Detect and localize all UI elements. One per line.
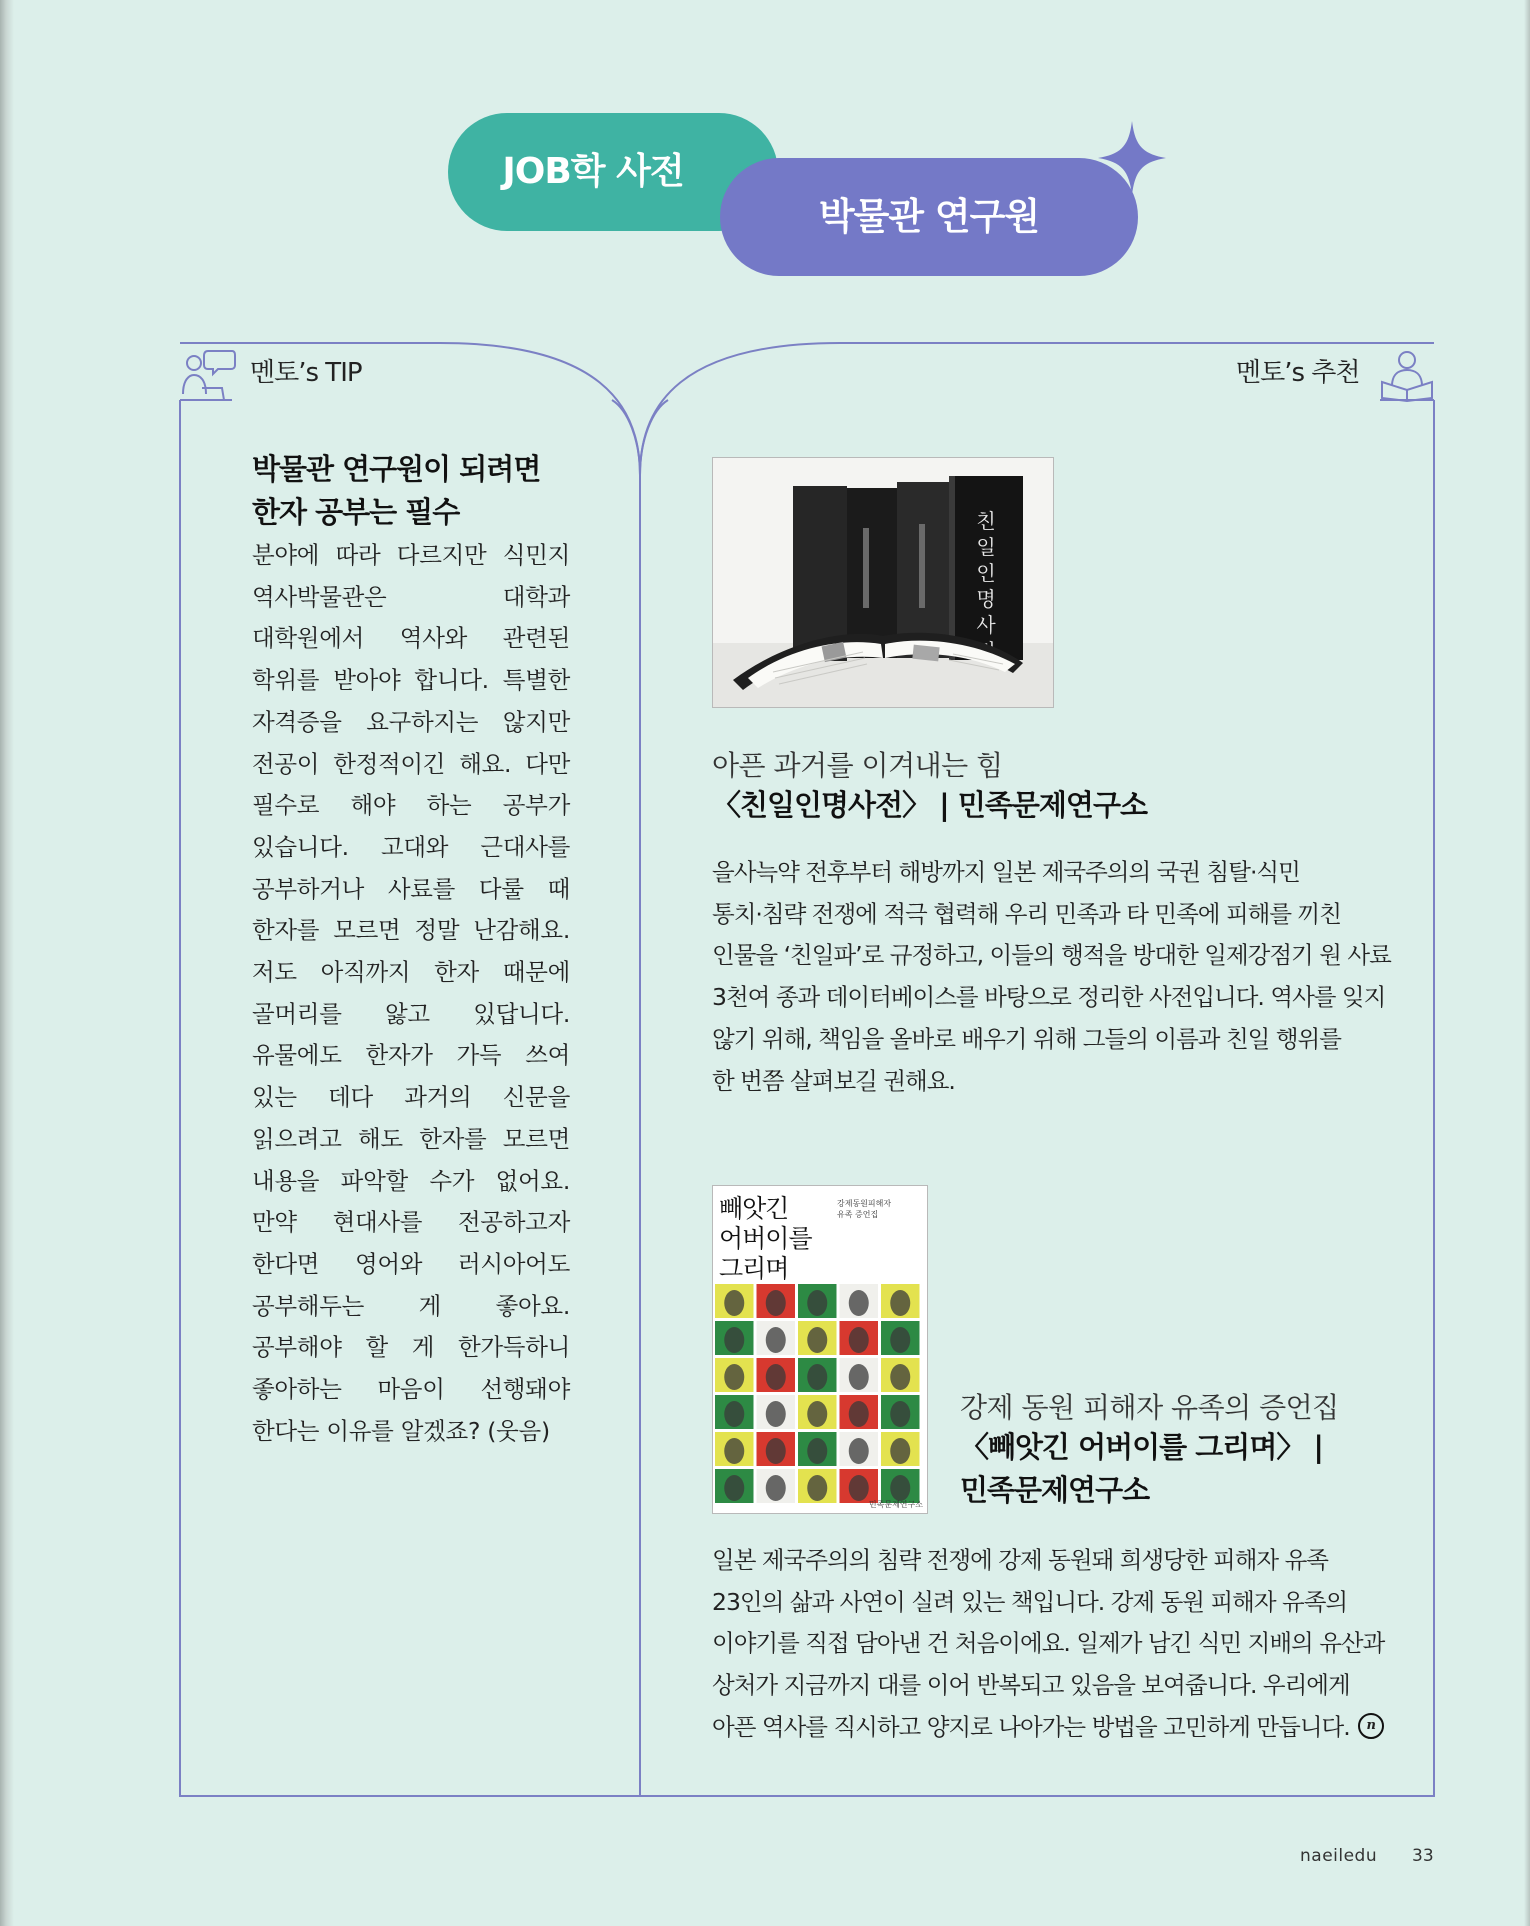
- book2-cover-title-line: 어버이를: [719, 1224, 812, 1253]
- book1-spine-char-5: 사: [976, 613, 996, 637]
- portrait-face: [849, 1327, 869, 1353]
- dictionary-books-illustration: [713, 458, 1053, 707]
- sparkle-icon: [1098, 121, 1166, 195]
- portrait-face: [807, 1475, 827, 1501]
- page-right-edge: [1524, 0, 1530, 1926]
- tip-body: 분야에 따라 다르지만 식민지 역사박물관은 대학과 대학원에서 역사와 관련된 학위를 받아야 합니다. 특별한 자격증을 요구하지는 않지만 전공이 한정적이긴 해요. 다만 필수로 해야 하는 공부가 있습니다. 고대와 근대사를 공부하거나 사료를 다룰 때 한자를 모르면 정말 난감해요. 저도 아직까지 한자 때문에 골머리를 앓고 있답니다. 유물에도 한자가 가득 쓰여 있는 데다 과거의 신문을 읽으려고 해도 한자를 모르면 내용을 파악할 수가 없어요. 만약 현대사를 전공하고자 한다면 영어와 러시아어도 공부해두는 게 좋아요. 공부해야 할 게 한가득하니 좋아하는 마음이 선행돼야 한다는 이유를 알겠죠? (웃음): [252, 541, 570, 1445]
- book2-cover-subtext-line: 강제동원피해자: [837, 1199, 892, 1208]
- portrait-face: [849, 1475, 869, 1501]
- portrait-face: [849, 1290, 869, 1316]
- book2-title: [960, 1426, 1380, 1512]
- reading-person-icon: [1378, 348, 1436, 402]
- portrait-face: [849, 1401, 869, 1427]
- portrait-face: [724, 1401, 744, 1427]
- tip-heading: [252, 448, 612, 534]
- portrait-face: [766, 1290, 786, 1316]
- portrait-face: [724, 1327, 744, 1353]
- page-number: 33: [1412, 1846, 1434, 1866]
- portrait-face: [724, 1364, 744, 1390]
- portrait-face: [724, 1290, 744, 1316]
- book2-cover-publisher: 민족문제연구소: [868, 1500, 923, 1509]
- book2-title-line1: 〈빼앗긴 어버이를 그리며〉 |: [960, 1430, 1324, 1464]
- book1-spine-char-1: 친: [976, 509, 996, 533]
- title-pill: [720, 158, 1138, 276]
- book1-desc-line: 3천여 종과 데이터베이스를 바탕으로 정리한 사전입니다. 역사를 잊지: [712, 983, 1386, 1012]
- page-binding-edge: [0, 0, 14, 1926]
- book2-cover-title-line: 그리며: [719, 1254, 789, 1283]
- portrait-grid-illustration: [713, 1186, 927, 1513]
- book2-desc-line: 상처가 지금까지 대를 이어 반복되고 있음을 보여줍니다. 우리에게: [712, 1671, 1350, 1700]
- portrait-face: [766, 1364, 786, 1390]
- book1-photo: [712, 457, 1054, 708]
- book1-desc-line: 인물을 ‘친일파’로 규정하고, 이들의 행적을 방대한 일제강점기 원 사료: [712, 941, 1391, 970]
- portrait-face: [724, 1438, 744, 1464]
- book1-desc-line: 통치·침략 전쟁에 적극 협력해 우리 민족과 타 민족에 피해를 끼친: [712, 899, 1341, 928]
- portrait-face: [807, 1401, 827, 1427]
- tip-heading-line2: 한자 공부는 필수: [252, 495, 460, 529]
- mentor-recommend-label: 멘토’s 추천: [1236, 358, 1360, 388]
- mentor-tip-label: 멘토’s TIP: [250, 358, 362, 388]
- book1-subtitle: 아픈 과거를 이겨내는 힘: [712, 749, 1003, 782]
- portrait-face: [849, 1364, 869, 1390]
- book2-desc-last-text: 아픈 역사를 직시하고 양지로 나아가는 방법을 고민하게 만듭니다.: [712, 1712, 1350, 1741]
- portrait-face: [890, 1401, 910, 1427]
- footer-brand: naeiledu: [1300, 1846, 1378, 1866]
- book1-spine-char-4: 명: [976, 587, 996, 611]
- book1-desc-line: 한 번쯤 살펴보길 권해요.: [712, 1066, 955, 1095]
- book2-subtitle: 강제 동원 피해자 유족의 증언집: [960, 1391, 1339, 1424]
- portrait-face: [849, 1438, 869, 1464]
- category-label: JOB학 사전: [502, 151, 684, 192]
- book2-cover-title-line: 빼앗긴: [719, 1194, 789, 1223]
- book1-title: 〈친일인명사전〉 | 민족문제연구소: [712, 788, 1147, 822]
- portrait-face: [890, 1438, 910, 1464]
- portrait-face: [890, 1475, 910, 1501]
- book1-spine-char-2: 일: [976, 535, 996, 559]
- book2-cover: [712, 1185, 928, 1514]
- book2-desc-line: 일본 제국주의의 침략 전쟁에 강제 동원돼 희생당한 피해자 유족: [712, 1546, 1328, 1574]
- portrait-face: [766, 1438, 786, 1464]
- book1-desc-line: 을사늑약 전후부터 해방까지 일본 제국주의의 국권 침탈·식민: [712, 858, 1300, 886]
- book2-title-line2: 민족문제연구소: [960, 1473, 1150, 1507]
- mentor-speech-icon: [180, 348, 236, 402]
- book2-desc-line: [712, 1707, 1412, 1749]
- portrait-face: [890, 1290, 910, 1316]
- portrait-face: [766, 1327, 786, 1353]
- book2-desc-line: 이야기를 직접 담아낸 건 처음이에요. 일제가 남긴 식민 지배의 유산과: [712, 1629, 1385, 1658]
- portrait-face: [807, 1364, 827, 1390]
- book2-desc-line: 23인의 삶과 사연이 실려 있는 책입니다. 강제 동원 피해자 유족의: [712, 1587, 1348, 1616]
- tip-heading-line1: 박물관 연구원이 되려면: [252, 452, 541, 486]
- book1-spine-char-3: 인: [976, 561, 996, 585]
- book1-desc-line: 않기 위해, 책임을 올바로 배우기 위해 그들의 이름과 친일 행위를: [712, 1024, 1341, 1053]
- portrait-face: [766, 1401, 786, 1427]
- end-mark-icon: [1358, 1713, 1384, 1739]
- portrait-face: [724, 1475, 744, 1501]
- portrait-face: [807, 1290, 827, 1316]
- end-mark-letter: n: [1366, 1718, 1375, 1734]
- portrait-face: [766, 1475, 786, 1501]
- book2-cover-subtext-line: 유족 증언집: [837, 1210, 879, 1219]
- page-title: 박물관 연구원: [818, 195, 1040, 238]
- portrait-face: [807, 1327, 827, 1353]
- portrait-face: [807, 1438, 827, 1464]
- book2-description: [712, 1540, 1412, 1749]
- book1-description: [712, 852, 1412, 1102]
- portrait-face: [890, 1327, 910, 1353]
- portrait-face: [890, 1364, 910, 1390]
